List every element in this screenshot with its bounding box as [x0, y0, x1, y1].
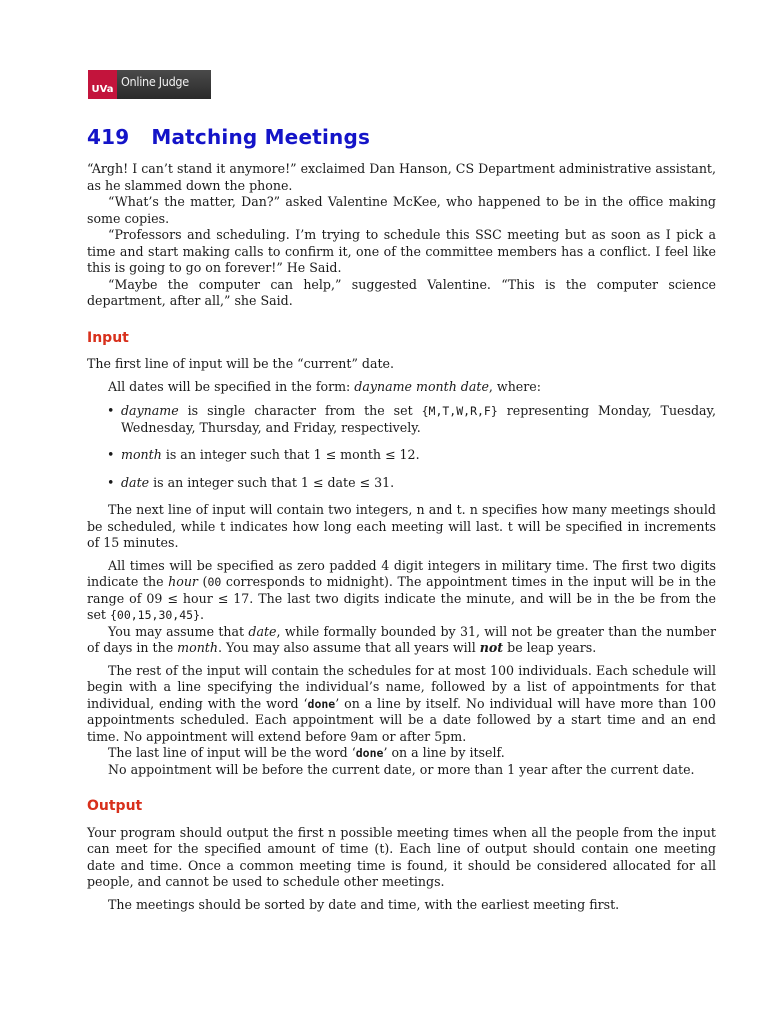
intro-paragraph: “What’s the matter, Dan?” asked Valentine McKee, who happened to be in the office making some copies. — [87, 194, 716, 226]
intro-paragraph: “Professors and scheduling. I’m trying to schedule this SSC meeting but as soon as I pick a time and start making calls to confirm it, one of the committee members has a conflict. I feel like this is going to go on forever!” He Said. — [87, 227, 716, 275]
page-title — [87, 125, 370, 149]
list-item: • date is an integer such that 1 ≤ date ≤ 31. — [107, 474, 395, 490]
schedules-paragraph: The rest of the input will contain the schedules for at most 100 individuals. Each schedule will begin with a line specifying the individual’s name, followed by a list of appointments for that individual, ending with the word ‘done’ on a line by itself. No individual will have more than 100 appointments scheduled. Each appointment will be a date followed by a start time and an end time. No appointment will extend before 9am or after 5pm. — [87, 662, 716, 744]
date-field-list — [87, 403, 716, 491]
problem-number: 419 — [87, 125, 130, 149]
input-first-line: The first line of input will be the “current” date. — [87, 356, 394, 371]
logo-badge: UVa — [88, 70, 117, 99]
appointment-range-paragraph: No appointment will be before the current date, or more than 1 year after the current date. — [108, 761, 695, 777]
output-heading: Output — [87, 798, 143, 814]
input-heading: Input — [87, 329, 129, 346]
times-paragraph: All times will be specified as zero padded 4 digit integers in military time. The first two digits indicate the hour (00 corresponds to midnight). The appointment times in the input will be in the range of 09 ≤ hour ≤ 17. The last two digits indicate the minute, and will be in the be from the set {00,15,30,45}. — [87, 557, 717, 622]
uva-online-judge-logo — [88, 70, 211, 99]
list-item: • month is an integer such that 1 ≤ month ≤ 12. — [107, 447, 420, 462]
bullet-icon: • — [107, 474, 115, 490]
logo-text: Online Judge — [121, 74, 189, 89]
problem-title: Matching Meetings — [151, 125, 371, 149]
intro-paragraph: “Argh! I can’t stand it anymore!” exclaimed Dan Hanson, CS Department administrative assistant, as he slammed down the phone. — [87, 161, 716, 193]
list-item: • dayname is single character from the set {M,T,W,R,F} representing Monday, Tuesday, Wednesday, Thursday, and Friday, respectively. — [107, 403, 716, 435]
output-paragraph: Your program should output the first n possible meeting times when all the people from the input can meet for the specified amount of time (t). Each line of output should contain one meeting date and time. Once a common meeting time is found, it should be considered allocated for all people, and cannot be used to schedule other meetings. — [87, 824, 716, 889]
dates-format-paragraph: All dates will be specified in the form: dayname month date, where: — [108, 378, 541, 394]
problem-body — [87, 161, 716, 913]
intro-paragraph: “Maybe the computer can help,” suggested Valentine. “This is the computer science department, after all,” she Said. — [87, 276, 716, 308]
next-line-paragraph: The next line of input will contain two integers, n and t. n specifies how many meetings should be scheduled, while t indicates how long each meeting will last. t will be specified in increments of 15 minutes. — [87, 502, 716, 550]
assumption-paragraph: You may assume that date, while formally bounded by 31, will not be greater than the number of days in the month. You may also assume that all years will not be leap years. — [87, 623, 716, 655]
bullet-icon: • — [107, 447, 115, 462]
output-sort-paragraph: The meetings should be sorted by date and time, with the earliest meeting first. — [108, 896, 620, 912]
last-line-paragraph: The last line of input will be the word ‘done’ on a line by itself. — [108, 745, 505, 760]
bullet-icon: • — [107, 403, 115, 418]
